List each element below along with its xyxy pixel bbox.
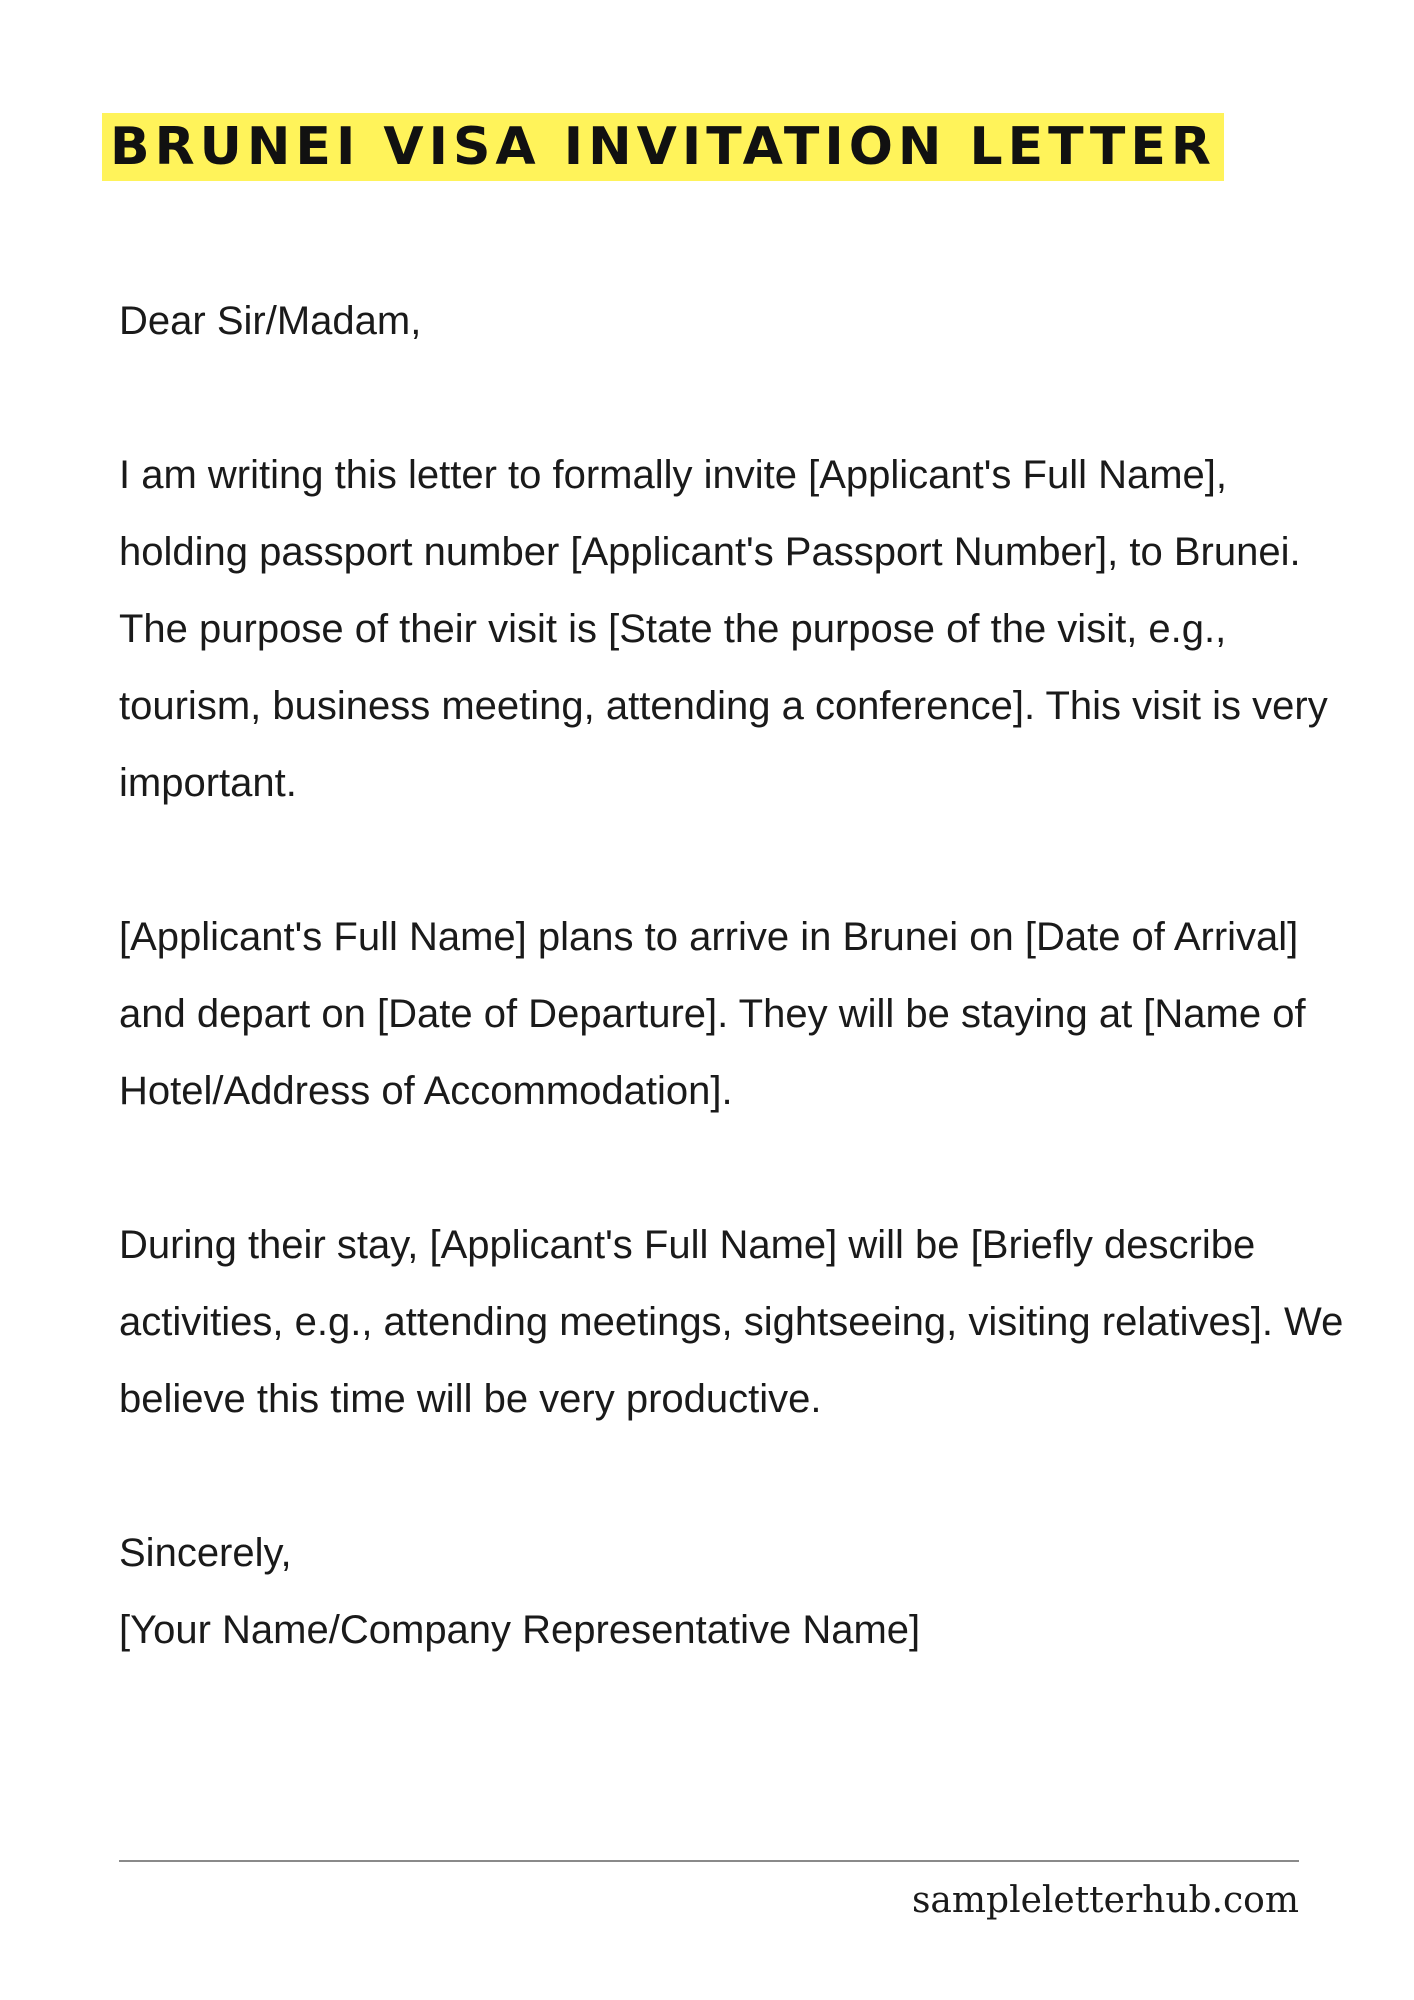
paragraph-travel-dates: [Applicant's Full Name] plans to arrive in Brunei on [Date of Arrival] and depart on [Date of Departure]. They will be staying at [Name of Hotel/Address of Accommodation]. [119, 915, 1306, 1113]
footer-site: sampleletterhub.com [911, 1880, 1299, 1921]
closing: Sincerely, [119, 1531, 292, 1575]
paragraph-activities: During their stay, [Applicant's Full Name] will be [Briefly describe activities, e.g., attending meetings, sightseeing, visiting relatives]. We believe this time will be very productive. [119, 1223, 1344, 1421]
paragraph-invitation: I am writing this letter to formally invite [Applicant's Full Name], holding passport number [Applicant's Passport Number], to Brunei. The purpose of their visit is [State the purpose of the visit, e.g., tourism, business meeting, attending a conference]. This visit is very important. [119, 453, 1328, 805]
letter-body [119, 283, 1359, 1669]
footer-divider [119, 1860, 1299, 1862]
title-highlight [102, 113, 1224, 181]
salutation: Dear Sir/Madam, [119, 299, 422, 343]
letter-title: BRUNEI VISA INVITATION LETTER [110, 117, 1216, 177]
signature: [Your Name/Company Representative Name] [119, 1608, 921, 1652]
